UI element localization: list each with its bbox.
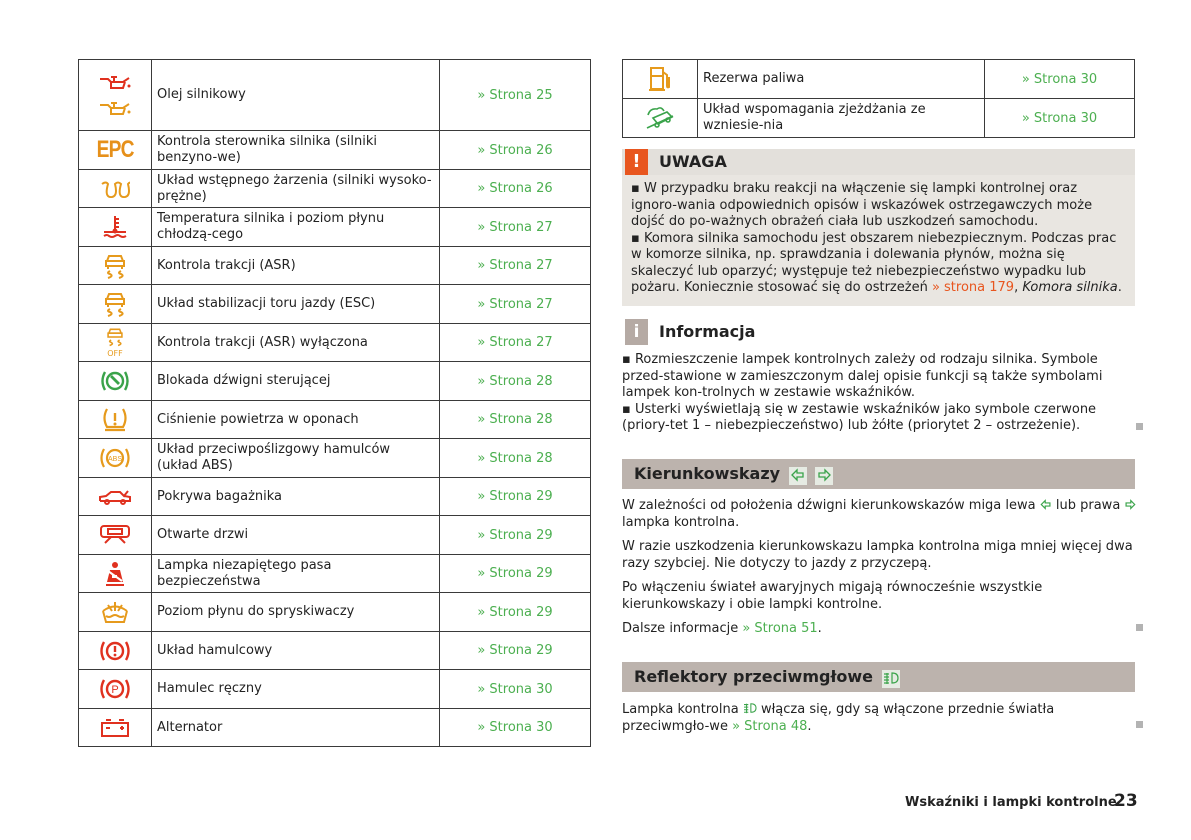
turn-signals-paragraph-3: Po włączeniu świateł awaryjnych migają równocześnie wszystkie kierunkowskazy i obie lampki kontrolne.: [622, 580, 1043, 612]
lamp-label: Kontrola trakcji (ASR): [152, 247, 440, 285]
table-row: [79, 285, 591, 324]
washer-fluid-icon: [100, 599, 130, 625]
lamp-label: Układ wspomagania zjeżdżania ze wzniesie-nia: [698, 99, 985, 138]
table-row: [79, 709, 591, 747]
lamp-label: Lampka niezapiętego pasa bezpieczeństwa: [152, 555, 440, 593]
svg-text:ABS: ABS: [107, 456, 123, 463]
fog-light-icon: [743, 702, 757, 714]
turn-signals-paragraph-4: Dalsze informacje » Strona 51.: [622, 621, 822, 636]
table-row: [79, 247, 591, 285]
lamp-label: Blokada dźwigni sterującej: [152, 362, 440, 401]
door-open-icon: [99, 524, 131, 546]
page-reference-link[interactable]: » Strona 30: [985, 99, 1135, 138]
oil-level-amber-icon: [97, 98, 133, 118]
page-reference-link[interactable]: » Strona 26: [440, 131, 591, 170]
lamp-label: Układ stabilizacji toru jazdy (ESC): [152, 285, 440, 324]
page-reference-link[interactable]: » Strona 28: [440, 362, 591, 401]
page-reference-link[interactable]: » Strona 27: [440, 324, 591, 362]
lamp-label: Kontrola trakcji (ASR) wyłączona: [152, 324, 440, 362]
section-title: Reflektory przeciwmgłowe: [634, 667, 873, 686]
fog-lights-paragraph: Lampka kontrolna włącza się, gdy są włączone przednie światła przeciwmgło-we » Strona 48.: [622, 702, 1055, 734]
warning-title: UWAGA: [659, 152, 727, 171]
glow-plug-icon: [100, 180, 130, 198]
svg-text:P: P: [111, 684, 119, 696]
page-reference-link[interactable]: » Strona 27: [440, 247, 591, 285]
left-arrow-icon: [1040, 499, 1052, 510]
table-row: [79, 208, 591, 247]
table-row: [79, 555, 591, 593]
lamp-label: Układ przeciwpoślizgowy hamulców (układ ABS): [152, 439, 440, 478]
engine-compartment-link[interactable]: » strona 179: [931, 280, 1015, 295]
warning-header: [622, 149, 1135, 175]
page-reference-link[interactable]: » Strona 25: [440, 60, 591, 131]
table-row: [79, 131, 591, 170]
page-51-link[interactable]: » Strona 51: [742, 621, 818, 636]
lamp-label: Poziom płynu do spryskiwaczy: [152, 593, 440, 632]
section-end-marker: [1136, 423, 1143, 430]
page-48-link[interactable]: » Strona 48: [732, 718, 808, 734]
stability-control-icon: [102, 290, 128, 318]
oil-pressure-red-icon: [97, 72, 133, 92]
info-icon: i: [625, 319, 648, 345]
table-row: [79, 632, 591, 670]
lamp-label: Rezerwa paliwa: [698, 60, 985, 99]
turn-signals-paragraph-1: W zależności od położenia dźwigni kierunkowskazów miga lewa lub prawa lampka kontrolna.: [622, 498, 1137, 531]
epc-icon: EPC: [96, 136, 134, 163]
page-reference-link[interactable]: » Strona 29: [440, 516, 591, 555]
warning-body: [622, 175, 1135, 297]
right-arrow-icon: [815, 467, 833, 485]
warning-bullet-1: ▪ W przypadku braku reakcji na włączenie się lampki kontrolnej oraz ignoro-wania odpowiednich opisów i wskazówek ostrzegawczych może dojść do po-ważnych obrażeń ciała lub uszkodzeń samochodu.: [631, 181, 1093, 229]
table-row: [623, 60, 1135, 99]
info-bullet-1: ▪ Rozmieszczenie lampek kontrolnych zależy od rodzaju silnika. Symbole przed-stawione w zamieszczonym dalej opisie funkcji są także symbolami lampek kon-trolnych w zestawie wskaźników.: [622, 352, 1103, 400]
lamp-label: Pokrywa bagażnika: [152, 478, 440, 516]
parking-brake-icon: [99, 677, 131, 701]
turn-signals-heading: [622, 459, 1135, 489]
page-reference-link[interactable]: » Strona 27: [440, 208, 591, 247]
lamp-label: Układ hamulcowy: [152, 632, 440, 670]
info-bullet-2: ▪ Usterki wyświetlają się w zestawie wskaźników jako symbole czerwone (priory-tet 1 – niebezpieczeństwo) lub żółte (priorytet 2 – ostrzeżenie).: [622, 401, 1097, 433]
warning-box: [622, 149, 1135, 306]
steering-lock-icon: [100, 369, 130, 393]
fog-light-icon: [882, 670, 900, 688]
info-header: [622, 319, 1122, 345]
section-end-marker: [1136, 721, 1143, 728]
lamp-label: Alternator: [152, 709, 440, 747]
info-title: Informacja: [659, 322, 756, 341]
traction-control-icon: [102, 252, 128, 280]
section-end-marker: [1136, 624, 1143, 631]
table-row: [79, 670, 591, 709]
exclamation-icon: !: [625, 149, 648, 175]
footer-section-title: Wskaźniki i lampki kontrolne: [905, 795, 1117, 810]
trunk-open-icon: [98, 488, 132, 506]
lamp-label: Kontrola sterownika silnika (silniki benzyno-we): [152, 131, 440, 170]
page-reference-link[interactable]: » Strona 26: [440, 170, 591, 208]
hill-descent-icon: [645, 105, 675, 131]
table-row: [79, 362, 591, 401]
coolant-temperature-icon: [101, 214, 129, 240]
lamp-label: Hamulec ręczny: [152, 670, 440, 709]
tire-pressure-icon: [100, 407, 130, 433]
warning-lamps-table-continued: [622, 59, 1135, 138]
table-row: [79, 439, 591, 478]
lamp-label: Temperatura silnika i poziom płynu chłodzą-cego: [152, 208, 440, 247]
page-reference-link[interactable]: » Strona 28: [440, 401, 591, 439]
lamp-label: Ciśnienie powietrza w oponach: [152, 401, 440, 439]
lamp-label: Układ wstępnego żarzenia (silniki wysoko-prężne): [152, 170, 440, 208]
table-row: [79, 60, 591, 131]
off-label: OFF: [107, 349, 123, 358]
warning-bullet-2: ▪ Komora silnika samochodu jest obszarem niebezpiecznym. Podczas prac w komorze silnika, np. sprawdzania i dolewania płynów, można się skaleczyć lub oparzyć; występuje też niebezpieczeństwo wypadku lub pożaru. Koniecznie stosować się do ostrzeżeń » strona 179, Komora silnika.: [631, 230, 1122, 295]
abs-icon: [99, 446, 131, 470]
table-row: [79, 478, 591, 516]
seatbelt-icon: [104, 561, 126, 587]
section-title: Kierunkowskazy: [634, 464, 781, 483]
battery-alternator-icon: [100, 718, 130, 738]
page-reference-link[interactable]: » Strona 30: [440, 670, 591, 709]
turn-signals-paragraph-2: W razie uszkodzenia kierunkowskazu lampka kontrolna miga mniej więcej dwa razy szybciej. Nie dotyczy to jazdy z przyczepą.: [622, 539, 1133, 571]
table-row: [79, 401, 591, 439]
traction-control-off-icon: [105, 327, 125, 347]
fog-lights-heading: [622, 662, 1135, 692]
table-row: [79, 324, 591, 362]
right-arrow-icon: [1124, 499, 1136, 510]
page-reference-link[interactable]: » Strona 27: [440, 285, 591, 324]
page-reference-link[interactable]: » Strona 28: [440, 439, 591, 478]
fuel-reserve-icon: [647, 65, 673, 93]
brake-system-icon: [99, 639, 131, 663]
table-row: [79, 516, 591, 555]
page-reference-link[interactable]: » Strona 29: [440, 478, 591, 516]
info-body: [622, 352, 1127, 435]
page-number: 23: [1114, 791, 1138, 811]
lamp-label: Otwarte drzwi: [152, 516, 440, 555]
page-reference-link[interactable]: » Strona 29: [440, 632, 591, 670]
page-reference-link[interactable]: » Strona 30: [985, 60, 1135, 99]
lamp-label: Olej silnikowy: [152, 60, 440, 131]
page-reference-link[interactable]: » Strona 29: [440, 555, 591, 593]
page-reference-link[interactable]: » Strona 30: [440, 709, 591, 747]
table-row: [79, 170, 591, 208]
table-row: [623, 99, 1135, 138]
left-arrow-icon: [789, 467, 807, 485]
warning-lamps-table: [78, 59, 591, 747]
table-row: [79, 593, 591, 632]
page-reference-link[interactable]: » Strona 29: [440, 593, 591, 632]
